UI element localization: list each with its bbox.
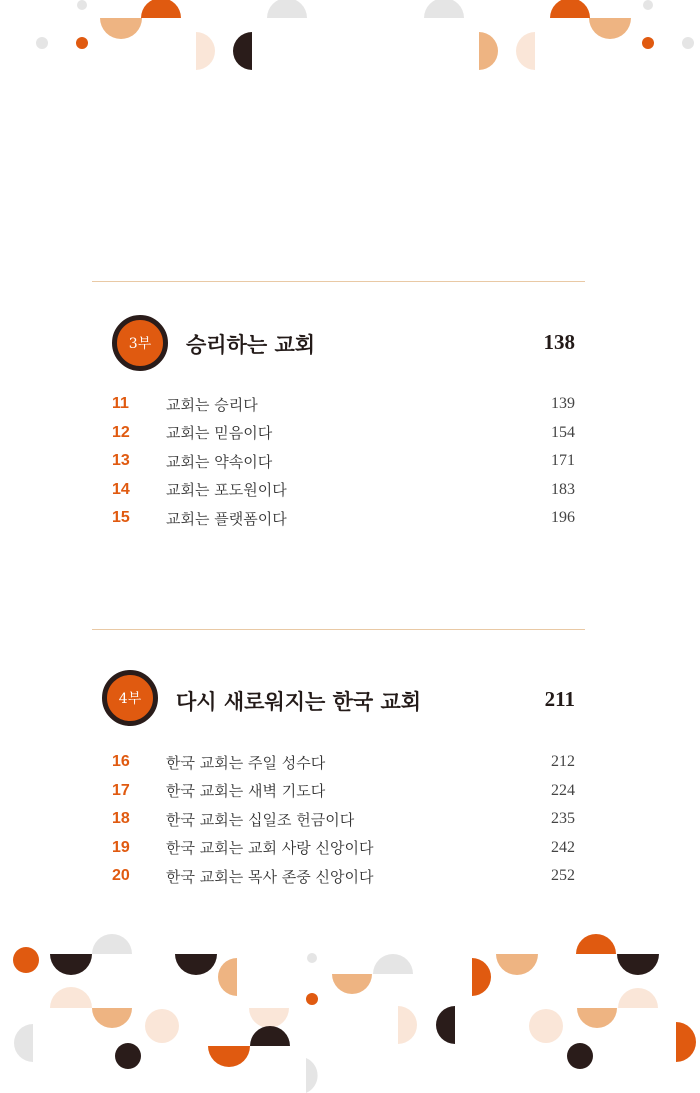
chapter-title: 교회는 약속이다	[166, 452, 273, 471]
chapter-title: 한국 교회는 주일 성수다	[166, 753, 326, 772]
chapter-page-number: 224	[551, 781, 575, 799]
chapter-item[interactable]	[92, 447, 585, 476]
chapter-item[interactable]	[92, 504, 585, 533]
chapter-list	[92, 748, 585, 891]
chapter-number: 14	[112, 480, 130, 498]
chapter-item[interactable]	[92, 419, 585, 448]
chapter-title: 교회는 승리다	[166, 395, 258, 414]
chapter-item[interactable]	[92, 748, 585, 777]
chapter-item[interactable]	[92, 834, 585, 863]
chapter-number: 17	[112, 781, 130, 799]
chapter-number: 12	[112, 423, 130, 441]
chapter-number: 18	[112, 810, 130, 828]
part-header[interactable]	[92, 313, 585, 373]
chapter-item[interactable]	[92, 777, 585, 806]
part-page-number: 211	[544, 687, 575, 711]
chapter-title: 교회는 믿음이다	[166, 424, 273, 443]
chapter-item[interactable]	[92, 805, 585, 834]
part-header[interactable]	[92, 668, 585, 728]
chapter-page-number: 212	[551, 753, 575, 771]
part-page-number: 138	[543, 330, 575, 354]
chapter-item[interactable]	[92, 862, 585, 891]
chapter-number: 19	[112, 838, 130, 856]
top-decorative-pattern	[0, 0, 700, 80]
chapter-item[interactable]	[92, 390, 585, 419]
chapter-title: 한국 교회는 교회 사랑 신앙이다	[166, 839, 374, 858]
chapter-title: 교회는 플랫폼이다	[166, 509, 287, 528]
section-divider	[92, 629, 585, 630]
chapter-title: 교회는 포도원이다	[166, 481, 287, 500]
chapter-page-number: 242	[551, 838, 575, 856]
chapter-page-number: 171	[551, 452, 575, 470]
chapter-number: 15	[112, 509, 130, 527]
chapter-number: 11	[112, 395, 129, 413]
chapter-number: 13	[112, 452, 130, 470]
section-divider	[92, 281, 585, 282]
chapter-page-number: 196	[551, 509, 575, 527]
chapter-title: 한국 교회는 새벽 기도다	[166, 782, 326, 801]
chapter-title: 한국 교회는 목사 존중 신앙이다	[166, 867, 374, 886]
part-badge: 4부	[102, 670, 158, 726]
chapter-page-number: 235	[551, 810, 575, 828]
chapter-page-number: 183	[551, 480, 575, 498]
chapter-page-number: 139	[551, 395, 575, 413]
chapter-title: 한국 교회는 십일조 헌금이다	[166, 810, 355, 829]
chapter-page-number: 154	[551, 423, 575, 441]
chapter-page-number: 252	[551, 867, 575, 885]
part-title: 승리하는 교회	[186, 333, 316, 357]
bottom-decorative-pattern	[0, 925, 700, 1093]
part-title: 다시 새로워지는 한국 교회	[176, 690, 422, 714]
chapter-number: 20	[112, 867, 130, 885]
chapter-number: 16	[112, 753, 130, 771]
chapter-list	[92, 390, 585, 533]
part-badge: 3부	[112, 315, 168, 371]
chapter-item[interactable]	[92, 476, 585, 505]
